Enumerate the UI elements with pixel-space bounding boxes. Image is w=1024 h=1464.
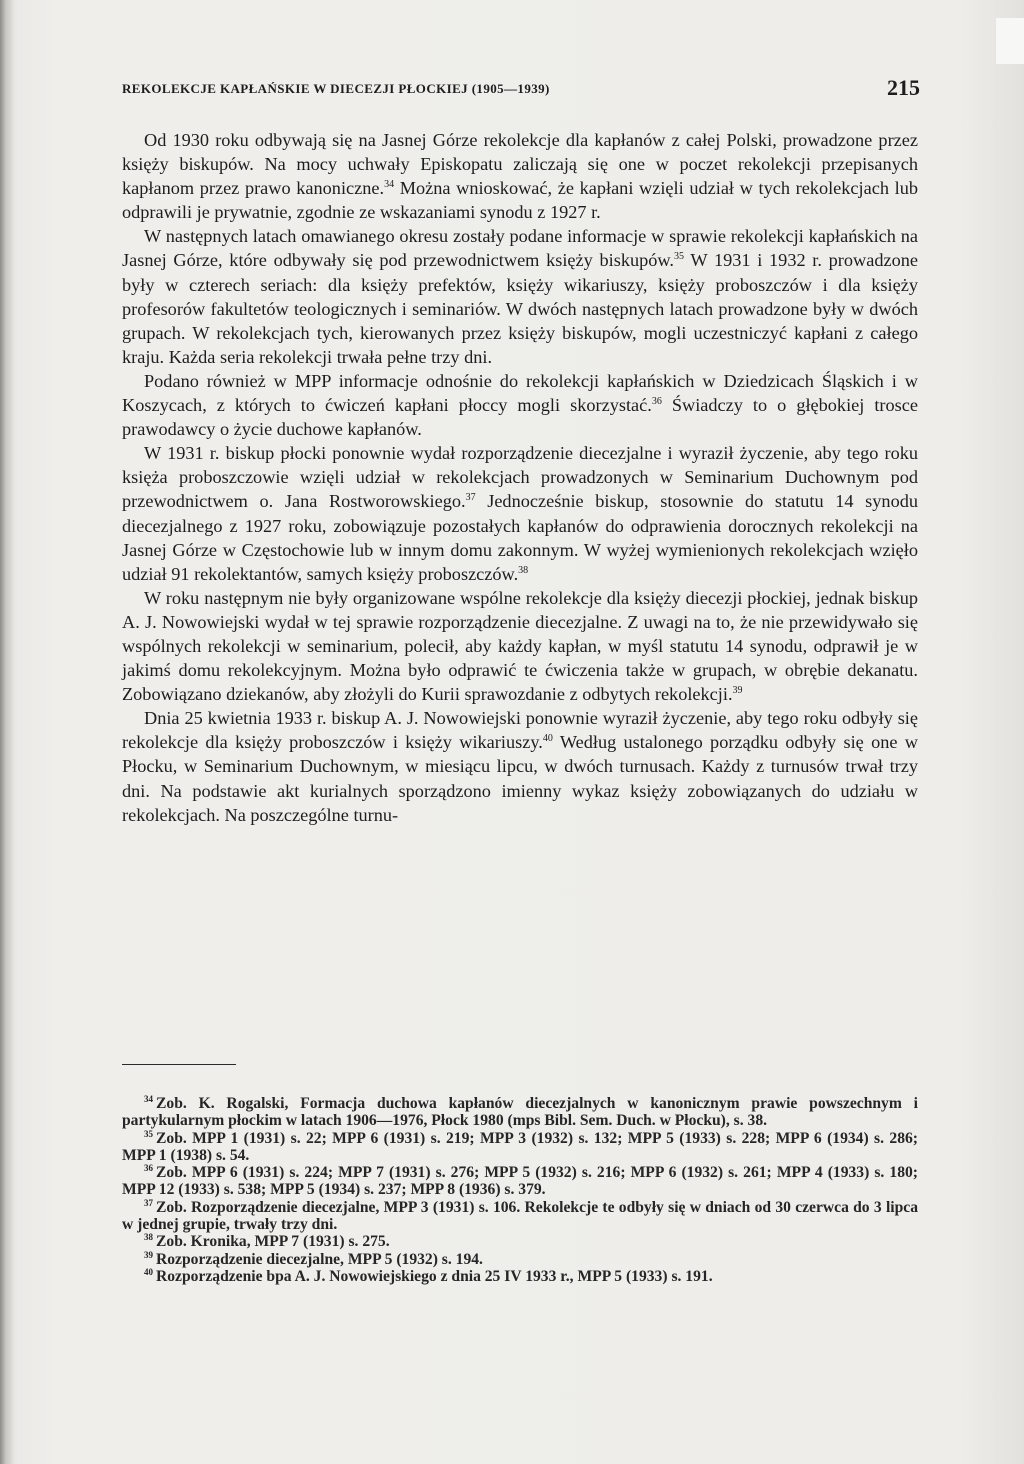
footnote <box>122 1164 918 1199</box>
body-text <box>122 128 918 827</box>
footnote <box>122 1130 918 1165</box>
body-paragraph <box>122 128 918 224</box>
footnote-separator <box>122 1064 236 1065</box>
scan-corner-mark <box>996 18 1024 64</box>
footnote-number: 39 <box>144 1249 153 1260</box>
footnote-reference: 34 <box>384 179 395 191</box>
footnote-text: Rozporządzenie diecezjalne, MPP 5 (1932) s. 194. <box>156 1250 483 1268</box>
footnote-text: Rozporządzenie bpa A. J. Nowowiejskiego z dnia 25 IV 1933 r., MPP 5 (1933) s. 191. <box>156 1267 713 1285</box>
footnote-text: Zob. MPP 6 (1931) s. 224; MPP 7 (1931) s. 276; MPP 5 (1932) s. 216; MPP 6 (1932) s. 261; MPP 4 (1933) s. 180; MPP 12 (1933) s. 538; MPP 5 (1934) s. 237; MPP 8 (1936) s. 379. <box>122 1164 918 1199</box>
paragraph-text: Dnia 25 kwietnia 1933 r. biskup A. J. Nowowiejski ponownie wyraził życzenie, aby tego roku odbyły się rekolekcje dla księży proboszczów i księży wikariuszy. <box>122 708 918 753</box>
paragraph-text: Od 1930 roku odbywają się na Jasnej Górze rekolekcje dla kapłanów z całej Polski, prowadzone przez księży biskupów. Na mocy uchwały Episkopatu zaliczają się one w poczet rekolekcji przepisanych kapłanom przez prawo kanoniczne. <box>122 130 918 199</box>
footnote-reference: 35 <box>674 251 684 263</box>
paragraph-text: Podano również w MPP informacje odnośnie do rekolekcji kapłańskich w Dziedzicach Śląskich i w Koszycach, z których to ćwiczeń kapłani płoccy mogli skorzystać. <box>122 370 918 416</box>
footnotes <box>122 1095 918 1285</box>
body-paragraph <box>122 586 918 706</box>
footnote-text: Zob. K. Rogalski, Formacja duchowa kapłanów diecezjalnych w kanonicznym prawie powszechnym i partykularnym płockim w latach 1906—1976, Płock 1980 (mps Bibl. Sem. Duch. w Płocku), s. 38. <box>122 1095 918 1130</box>
footnote-number: 36 <box>144 1163 153 1174</box>
paragraph-text: Można wnioskować, że kapłani wzięli udział w tych rekolekcjach lub odprawili je prywatnie, zgodnie ze wskazaniami synodu z 1927 r. <box>122 178 918 223</box>
footnote-text: Zob. MPP 1 (1931) s. 22; MPP 6 (1931) s. 219; MPP 3 (1932) s. 132; MPP 5 (1933) s. 228; MPP 6 (1934) s. 286; MPP 1 (1938) s. 54. <box>122 1129 918 1164</box>
footnote-reference: 39 <box>732 685 743 697</box>
body-paragraph <box>122 369 918 441</box>
paragraph-text: W 1931 r. biskup płocki ponownie wydał rozporządzenie diecezjalne i wyraził życzenie, aby tego roku księża proboszczowie wzięli udział w rekolekcjach prowadzonych w Seminarium Duchownym pod przewodnictwem o. Jana Rostworowskiego. <box>122 443 918 512</box>
paragraph-text: W następnych latach omawianego okresu zostały podane informacje w sprawie rekolekcji kapłańskich na Jasnej Górze, które odbywały się pod przewodnictwem księży biskupów. <box>122 226 918 271</box>
footnote-text: Zob. Kronika, MPP 7 (1931) s. 275. <box>156 1233 390 1251</box>
paragraph-text: W 1931 i 1932 r. prowadzone były w czterech seriach: dla księży prefektów, księży wikariuszy, księży proboszczów i dla księży profesorów fakultetów teologicznych i seminariów. W dwóch następnych latach prowadzone były w dwóch grupach. W rekolekcjach tych, kierowanych przez księży biskupów, mogli uczestniczyć kapłani z całego kraju. Każda seria rekolekcji trwała pełne trzy dni. <box>122 250 918 367</box>
body-paragraph <box>122 706 918 826</box>
footnote-number: 38 <box>144 1232 153 1243</box>
footnote-reference: 36 <box>651 396 662 408</box>
footnote-reference: 37 <box>465 492 476 504</box>
running-title: REKOLEKCJE KAPŁAŃSKIE W DIECEZJI PŁOCKIEJ (1905—1939) <box>122 81 550 96</box>
paragraph-text: W roku następnym nie były organizowane wspólne rekolekcje dla księży diecezji płockiej, jednak biskup A. J. Nowowiejski wydał w tej sprawie rozporządzenie diecezjalne. Z uwagi na to, że nie przewidywało się wspólnych rekolekcji w seminarium, polecił, aby każdy kapłan, w myśl statutu 14 synodu, odprawił je w jakimś domu rekolekcyjnym. Można było odprawić te ćwiczenia także w grupach, w obrębie dekanatu. Zobowiązano dziekanów, aby złożyli do Kurii sprawozdanie z odbytych rekolekcji. <box>122 587 918 705</box>
footnote <box>122 1233 918 1250</box>
footnote-number: 34 <box>144 1094 153 1104</box>
page-number: 215 <box>887 75 920 100</box>
paragraph-text: Jednocześnie biskup, stosownie do statutu 14 synodu diecezjalnego z 1927 roku, zobowiązuje pozostałych kapłanów do odprawienia dorocznych rekolekcji na Jasnej Górze w Częstochowie lub w innym domu zakonnym. W wyżej wymienionych rekolekcjach wzięło udział 91 rekolektantów, samych księży proboszczów. <box>122 491 918 584</box>
paragraph-text: Świadczy to o głębokiej trosce prawodawcy o życie duchowe kapłanów. <box>122 395 919 440</box>
footnote-text: Zob. Rozporządzenie diecezjalne, MPP 3 (1931) s. 106. Rekolekcje te odbyły się w dniach od 30 czerwca do 3 lipca w jednej grupie, trwały trzy dni. <box>122 1198 918 1234</box>
footnote <box>122 1251 918 1268</box>
paragraph-text: Według ustalonego porządku odbyły się one w Płocku, w Seminarium Duchownym, w miesiącu lipcu, w dwóch turnusach. Każdy z turnusów trwał trzy dni. Na podstawie akt kurialnych sporządzono imienny wykaz księży zobowiązanych do udziału w rekolekcjach. Na poszczególne turnu- <box>122 732 918 825</box>
body-paragraph <box>122 441 918 586</box>
page-header <box>122 77 920 103</box>
page-binding-shadow <box>0 0 14 1464</box>
footnote-reference: 40 <box>542 733 553 745</box>
footnote <box>122 1095 918 1130</box>
footnote-number: 40 <box>144 1266 153 1277</box>
footnote-number: 37 <box>144 1197 153 1208</box>
body-paragraph <box>122 224 918 369</box>
footnote-reference: 38 <box>518 564 529 576</box>
footnote-number: 35 <box>144 1128 153 1139</box>
footnote <box>122 1199 918 1234</box>
footnote <box>122 1268 918 1285</box>
